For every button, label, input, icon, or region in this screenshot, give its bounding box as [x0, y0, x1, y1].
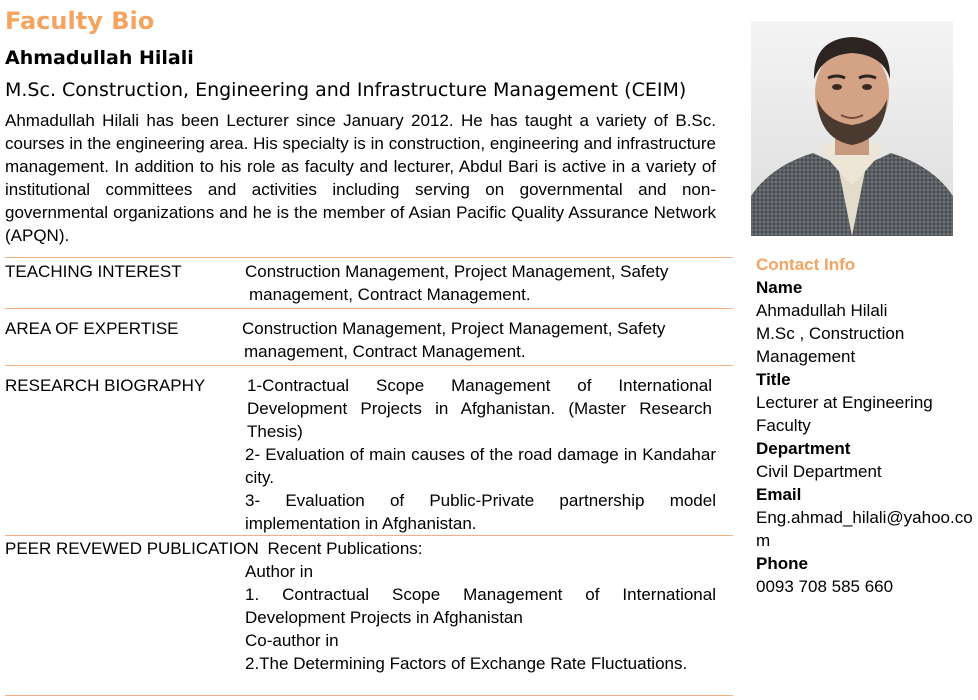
- contact-degree-value: M.Sc , Construction Management: [756, 324, 905, 366]
- contact-phone-value: 0093 708 585 660: [756, 577, 894, 596]
- teaching-interest-line: Construction Management, Project Management, Safety: [245, 262, 669, 281]
- teaching-interest-line: management, Contract Management.: [249, 285, 531, 304]
- contact-info: [756, 253, 978, 598]
- research-item: 3- Evaluation of Public-Private partnership model implementation in Afghanistan.: [245, 491, 716, 533]
- research-biography-list: [245, 374, 716, 535]
- publication-item: 2.The Determining Factors of Exchange Rate Fluctuations.: [245, 654, 688, 673]
- faculty-name: Ahmadullah Hilali: [5, 47, 194, 69]
- contact-name-value: Ahmadullah Hilali: [756, 301, 888, 320]
- author-in-label: Author in: [245, 562, 314, 581]
- section-divider: [5, 308, 733, 309]
- publications-label: [5, 537, 423, 560]
- expertise-label: AREA OF EXPERTISE: [5, 319, 179, 338]
- section-divider: [5, 365, 733, 366]
- faculty-degree: M.Sc. Construction, Engineering and Infrastructure Management (CEIM): [5, 79, 687, 101]
- publication-item: 1. Contractual Scope Management of International Development Projects in Afghanistan: [245, 585, 716, 627]
- research-biography-label: RESEARCH BIOGRAPHY: [5, 376, 206, 395]
- expertise-line: Construction Management, Project Management, Safety: [242, 319, 666, 338]
- bio-paragraph: Ahmadullah Hilali has been Lecturer since January 2012. He has taught a variety of B.Sc. courses in the engineering area. His specialty is in construction, engineering and infrastructure management. In addition to his role as faculty and lecturer, Abdul Bari is active in a variety of institutional committees and activities including serving on governmental and non-governmental organizations and he is the member of Asian Pacific Quality Assurance Network (APQN).: [5, 111, 716, 245]
- contact-title-value: Lecturer at Engineering Faculty: [756, 393, 933, 435]
- section-divider: [5, 535, 733, 536]
- research-item: 1-Contractual Scope Management of International Development Projects in Afghanistan. (Master Research Thesis): [247, 376, 712, 441]
- contact-email-value[interactable]: Eng.ahmad_hilali@yahoo.com: [756, 508, 973, 550]
- contact-info-title: Contact Info: [756, 255, 856, 274]
- publications-label-text: PEER REVEWED PUBLICATION: [5, 539, 259, 558]
- contact-email-label: Email: [756, 485, 802, 504]
- contact-title-label: Title: [756, 370, 791, 389]
- publications-intro: Recent Publications:: [267, 539, 423, 558]
- section-divider: [5, 695, 733, 696]
- faculty-photo: [751, 21, 953, 236]
- contact-name-label: Name: [756, 278, 803, 297]
- contact-department-label: Department: [756, 439, 851, 458]
- coauthor-in-label: Co-author in: [245, 631, 339, 650]
- page-heading: Faculty Bio: [5, 7, 155, 35]
- contact-department-value: Civil Department: [756, 462, 882, 481]
- section-divider: [5, 257, 733, 258]
- publications-list: [245, 560, 716, 675]
- research-item: 2- Evaluation of main causes of the road damage in Kandahar city.: [245, 445, 716, 487]
- expertise-value: [242, 317, 716, 363]
- contact-phone-label: Phone: [756, 554, 808, 573]
- expertise-line: management, Contract Management.: [244, 342, 526, 361]
- teaching-interest-value: [245, 260, 716, 306]
- teaching-interest-label: TEACHING INTEREST: [5, 262, 182, 281]
